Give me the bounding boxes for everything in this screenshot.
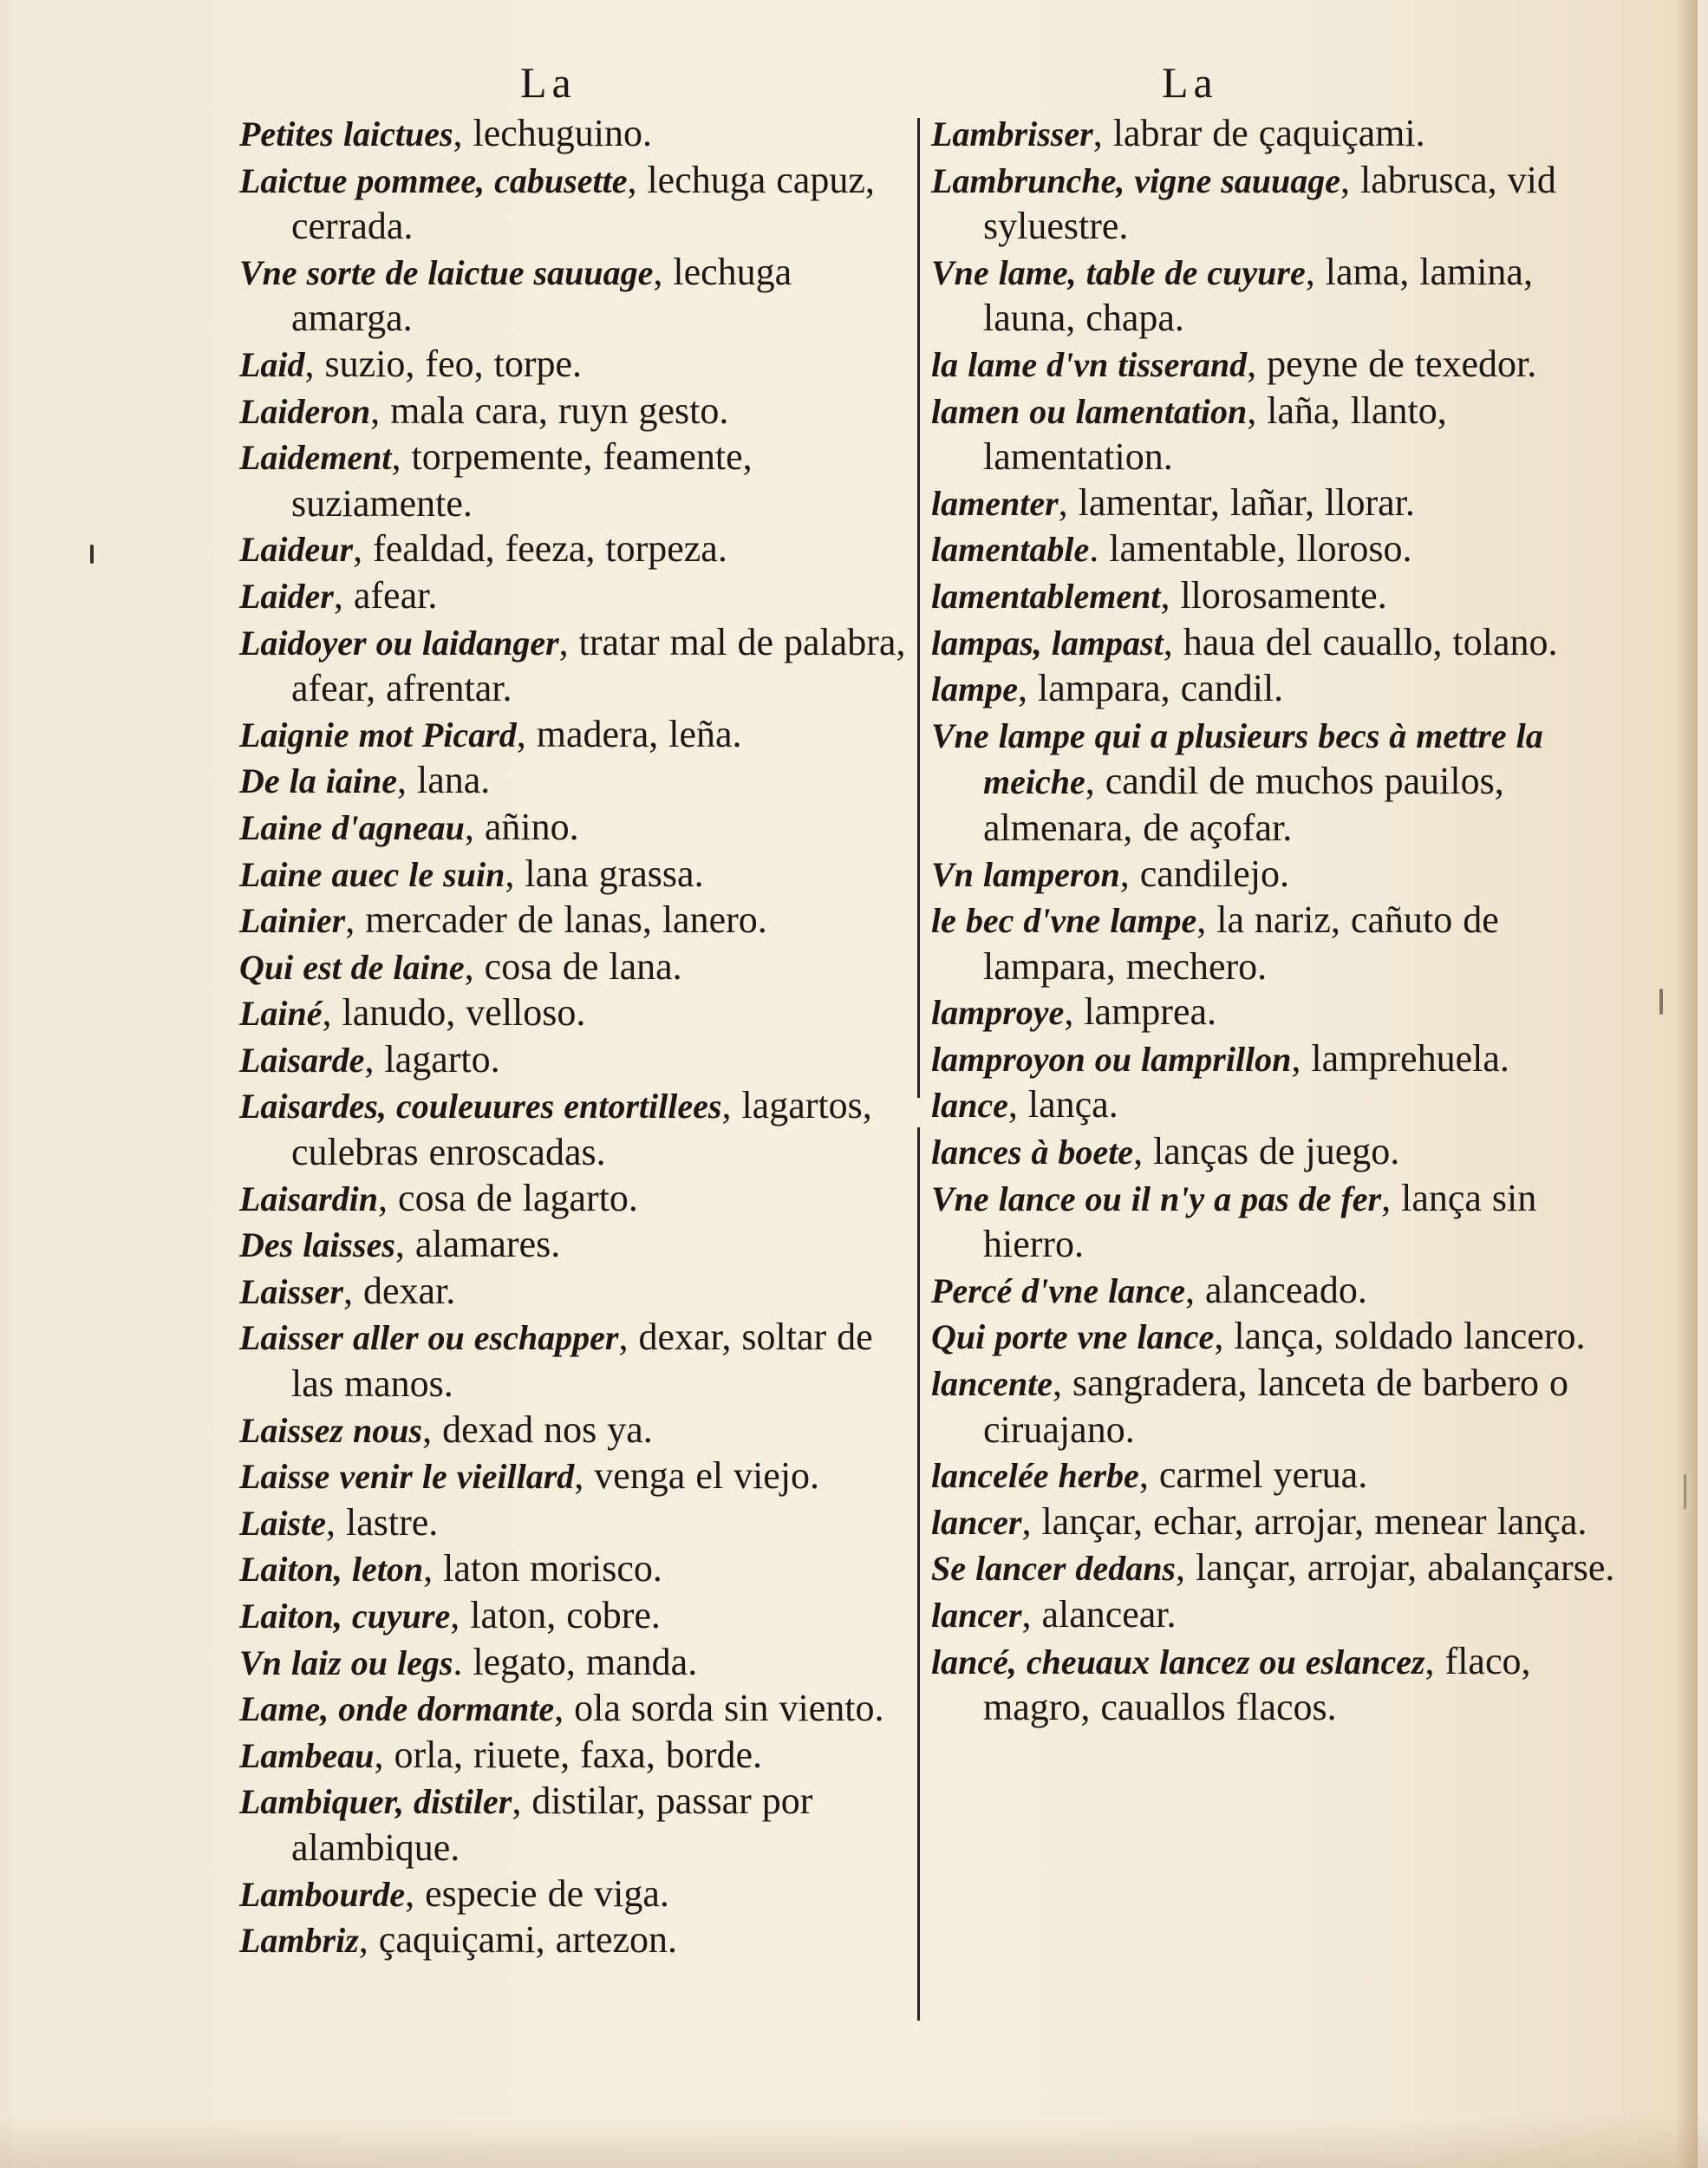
- entry-translation: , lastre.: [325, 1500, 439, 1544]
- entry-headword: Vne lance ou il n'y a pas de fer: [931, 1179, 1382, 1218]
- entry-translation: , alanceado.: [1185, 1268, 1367, 1311]
- entry-translation: , lamprea.: [1064, 990, 1217, 1034]
- entry-translation: , llorosamente.: [1160, 573, 1387, 617]
- dictionary-entry: [239, 712, 916, 759]
- entry-headword: Lambriz: [239, 1921, 359, 1961]
- dictionary-entry: [239, 805, 916, 852]
- entry-headword: lancente: [931, 1364, 1053, 1404]
- dictionary-entry: [931, 1082, 1632, 1129]
- dictionary-entry: [239, 389, 916, 435]
- entry-headword: lancer: [931, 1596, 1022, 1635]
- dictionary-entry: [931, 1268, 1632, 1315]
- entry-translation: , lechuga amarga.: [291, 250, 792, 340]
- entry-translation: , mercader de lanas, lanero.: [345, 898, 767, 942]
- dictionary-entry: [931, 1545, 1632, 1592]
- dictionary-entry: [931, 1176, 1632, 1268]
- dictionary-entry: [239, 111, 916, 158]
- dictionary-entry: [239, 158, 916, 250]
- entry-translation: , candil de muchos pauilos, almenara, de açofar.: [983, 760, 1504, 849]
- entry-translation: , dexar.: [343, 1269, 456, 1312]
- entry-translation: , labrar de çaquiçami.: [1092, 112, 1425, 154]
- dictionary-entry: [239, 526, 916, 573]
- entry-headword: Des laisses: [239, 1225, 395, 1265]
- entry-headword: lancelée herbe: [931, 1456, 1139, 1496]
- entry-translation: , labrusca, vid syluestre.: [983, 158, 1556, 248]
- entry-translation: , suzio, feo, torpe.: [304, 342, 583, 385]
- dictionary-entry: [931, 389, 1632, 480]
- entry-translation: , laton morisco.: [423, 1547, 662, 1590]
- dictionary-entry: [931, 480, 1632, 527]
- entry-translation: , çaquiçami, artezon.: [358, 1918, 678, 1962]
- entry-headword: Vne lampe qui a plusieurs becs à mettre la meiche: [931, 715, 1543, 802]
- entry-headword: lampas, lampast: [931, 623, 1164, 663]
- entry-headword: Laissez nous: [239, 1410, 423, 1450]
- dictionary-entry: [931, 342, 1632, 389]
- entry-translation: , orla, riuete, faxa, borde.: [374, 1733, 763, 1776]
- entry-headword: Laidoyer ou laidanger: [239, 623, 559, 663]
- entry-translation: , flaco, magro, cauallos flacos.: [983, 1639, 1531, 1729]
- left-column: [239, 111, 916, 1964]
- entry-headword: lancer: [931, 1502, 1022, 1542]
- entry-translation: , lançar, arrojar, abalançarse.: [1176, 1546, 1615, 1590]
- column-divider-rule: [917, 118, 920, 1098]
- entry-headword: Laideur: [239, 530, 354, 570]
- entry-headword: Laiste: [239, 1503, 326, 1543]
- entry-translation: , lança.: [1007, 1083, 1118, 1126]
- entry-headword: Laiton, cuyure: [239, 1597, 451, 1636]
- entry-headword: Laisser: [239, 1271, 343, 1311]
- dictionary-entry: [931, 898, 1632, 989]
- entry-translation: , dexar, soltar de las manos.: [291, 1316, 873, 1406]
- entry-translation: , sangradera, lanceta de barbero o ciruajano.: [983, 1362, 1568, 1451]
- dictionary-entry: [239, 944, 916, 991]
- dictionary-entry: [239, 342, 916, 389]
- entry-translation: , ola sorda sin viento.: [554, 1687, 884, 1730]
- dictionary-entry: [239, 1686, 916, 1733]
- dictionary-entry: [931, 989, 1632, 1036]
- dictionary-entry: [239, 620, 916, 712]
- dictionary-entry: [931, 1314, 1632, 1361]
- entry-headword: Lainier: [239, 901, 346, 941]
- dictionary-entry: [239, 1176, 916, 1223]
- entry-translation: . legato, manda.: [453, 1640, 698, 1683]
- dictionary-entry: [239, 758, 916, 805]
- entry-headword: Percé d'vne lance: [931, 1270, 1185, 1310]
- dictionary-entry: [239, 250, 916, 342]
- entry-headword: Lambrisser: [931, 114, 1093, 153]
- entry-headword: Lambourde: [239, 1874, 406, 1914]
- dictionary-entry: [239, 434, 916, 526]
- entry-translation: , lama, lamina, launa, chapa.: [983, 250, 1533, 340]
- entry-translation: , madera, leña.: [516, 712, 742, 755]
- dictionary-entry: [239, 1779, 916, 1871]
- entry-headword: lamentablement: [931, 576, 1161, 616]
- dictionary-entry: [931, 620, 1632, 667]
- dictionary-entry: [239, 1083, 916, 1175]
- entry-translation: , lanudo, velloso.: [322, 991, 586, 1035]
- running-head-right: La: [1162, 58, 1218, 107]
- entry-headword: la lame d'vn tisserand: [931, 344, 1248, 384]
- entry-headword: Laine d'agneau: [239, 807, 465, 847]
- entry-translation: , lança sin hierro.: [983, 1176, 1537, 1266]
- page-bottom-shadow: [0, 2116, 1708, 2168]
- entry-headword: Laisardes, couleuures entortillees: [239, 1087, 722, 1126]
- entry-headword: Qui est de laine: [239, 947, 465, 987]
- entry-translation: , laton, cobre.: [450, 1594, 661, 1636]
- entry-headword: Petites laictues: [239, 114, 453, 153]
- entry-headword: Laidement: [239, 438, 392, 478]
- entry-headword: Laignie mot Picard: [239, 715, 517, 754]
- dictionary-entry: [239, 1546, 916, 1593]
- entry-headword: Lambeau: [239, 1735, 375, 1775]
- entry-translation: , especie de viga.: [405, 1871, 669, 1915]
- entry-translation: , alamares.: [394, 1223, 561, 1266]
- dictionary-entry: [239, 1453, 916, 1500]
- entry-translation: , lana grassa.: [505, 852, 704, 895]
- entry-headword: Laideron: [239, 391, 371, 431]
- entry-headword: lamentable: [931, 530, 1090, 570]
- entry-headword: Lame, onde dormante: [239, 1689, 555, 1729]
- entry-headword: Laisarde: [239, 1040, 365, 1080]
- ink-speck: [90, 545, 94, 564]
- entry-translation: , la nariz, cañuto de lampara, mechero.: [983, 898, 1499, 988]
- dictionary-entry: [239, 898, 916, 944]
- dictionary-entry: [931, 852, 1632, 898]
- entry-headword: Laine auec le suin: [239, 854, 505, 894]
- entry-headword: Laictue pommee, cabusette: [239, 160, 628, 200]
- dictionary-entry: [931, 158, 1632, 250]
- dictionary-entry: [239, 1222, 916, 1269]
- entry-translation: , venga el viejo.: [574, 1454, 820, 1498]
- entry-translation: , mala cara, ruyn gesto.: [370, 389, 729, 432]
- entry-headword: lancé, cheuaux lancez ou eslancez: [931, 1642, 1425, 1682]
- entry-headword: Laisser aller ou eschapper: [239, 1318, 619, 1358]
- entry-translation: , alancear.: [1021, 1593, 1177, 1636]
- entry-translation: , afear.: [333, 573, 438, 617]
- entry-headword: lampe: [931, 669, 1018, 709]
- dictionary-entry: [239, 1315, 916, 1407]
- entry-headword: lances à boete: [931, 1133, 1134, 1172]
- dictionary-entry: [239, 1037, 916, 1084]
- dictionary-entry: [931, 1036, 1632, 1083]
- entry-headword: Laisse venir le vieillard: [239, 1457, 575, 1497]
- dictionary-entry: [239, 1500, 916, 1547]
- entry-translation: . lamentable, lloroso.: [1089, 527, 1412, 571]
- dictionary-entry: [931, 1499, 1632, 1546]
- dictionary-entry: [239, 1917, 916, 1964]
- entry-headword: De la iaine: [239, 761, 397, 801]
- entry-headword: Laider: [239, 576, 334, 616]
- entry-translation: , lampara, candil.: [1017, 667, 1284, 710]
- entry-headword: Lambiquer, distiler: [239, 1782, 512, 1822]
- entry-translation: , lamentar, lañar, llorar.: [1058, 480, 1415, 524]
- entry-translation: , tratar mal de palabra, afear, afrentar.: [291, 620, 906, 710]
- dictionary-entry: [239, 1593, 916, 1640]
- entry-translation: , torpemente, feamente, suziamente.: [291, 435, 753, 525]
- entry-headword: Vne lame, table de cuyure: [931, 252, 1306, 292]
- entry-translation: , lagarto.: [364, 1037, 500, 1081]
- dictionary-entry: [931, 713, 1632, 852]
- dictionary-entry: [931, 111, 1632, 158]
- dictionary-entry: [931, 526, 1632, 573]
- dictionary-entry: [931, 1129, 1632, 1176]
- entry-translation: , cosa de lagarto.: [378, 1176, 638, 1219]
- book-page: [10, 0, 1698, 2168]
- entry-headword: Se lancer dedans: [931, 1549, 1176, 1589]
- entry-translation: , peyne de texedor.: [1247, 342, 1537, 385]
- entry-translation: , cosa de lana.: [464, 944, 682, 988]
- dictionary-entry: [931, 1361, 1632, 1453]
- column-divider-rule: [917, 1127, 920, 2021]
- entry-headword: Vne sorte de laictue sauuage: [239, 252, 654, 292]
- entry-headword: Qui porte vne lance: [931, 1317, 1215, 1357]
- dictionary-entry: [931, 250, 1632, 342]
- entry-headword: Lambrunche, vigne sauuage: [931, 160, 1341, 200]
- entry-translation: , lagartos, culebras enroscadas.: [291, 1084, 872, 1174]
- dictionary-entry: [931, 573, 1632, 620]
- entry-translation: , lança, soldado lancero.: [1214, 1315, 1586, 1358]
- entry-translation: , añino.: [464, 805, 579, 848]
- entry-translation: , lechuga capuz, cerrada.: [291, 158, 875, 248]
- entry-translation: , lechuguino.: [453, 112, 653, 154]
- dictionary-entry: [931, 666, 1632, 713]
- dictionary-entry: [931, 1639, 1632, 1731]
- entry-headword: le bec d'vne lampe: [931, 901, 1197, 941]
- entry-translation: , lanças de juego.: [1133, 1130, 1400, 1173]
- entry-headword: Lainé: [239, 994, 323, 1034]
- page-edge-shadow: [1675, 0, 1698, 2168]
- dictionary-entry: [239, 1269, 916, 1316]
- entry-headword: Vn laiz ou legs: [239, 1642, 453, 1682]
- entry-translation: , carmel yerua.: [1138, 1453, 1368, 1497]
- entry-headword: lamen ou lamentation: [931, 391, 1248, 431]
- dictionary-entry: [239, 1871, 916, 1918]
- right-column: [931, 111, 1632, 1731]
- entry-translation: , distilar, passar por alambique.: [291, 1779, 813, 1869]
- entry-headword: lamproye: [931, 993, 1065, 1033]
- ink-speck: [1684, 1474, 1686, 1509]
- entry-headword: Laid: [239, 344, 305, 384]
- entry-headword: lamenter: [931, 483, 1059, 523]
- dictionary-entry: [239, 573, 916, 620]
- dictionary-entry: [931, 1453, 1632, 1499]
- dictionary-entry: [931, 1592, 1632, 1639]
- entry-translation: , lamprehuela.: [1291, 1036, 1509, 1080]
- entry-headword: Vn lamperon: [931, 854, 1120, 894]
- dictionary-entry: [239, 1640, 916, 1687]
- running-head-left: La: [520, 58, 577, 107]
- entry-headword: lamproyon ou lamprillon: [931, 1039, 1292, 1079]
- entry-translation: , laña, llanto, lamentation.: [983, 389, 1447, 479]
- dictionary-entry: [239, 1407, 916, 1454]
- entry-translation: , candilejo.: [1119, 852, 1289, 895]
- entry-translation: , lana.: [396, 759, 491, 802]
- dictionary-entry: [239, 852, 916, 898]
- dictionary-entry: [239, 1733, 916, 1779]
- entry-headword: lance: [931, 1086, 1008, 1126]
- entry-headword: Laiton, leton: [239, 1550, 424, 1590]
- entry-headword: Laisardin: [239, 1179, 379, 1218]
- dictionary-entry: [239, 990, 916, 1037]
- entry-translation: , lançar, echar, arrojar, menear lança.: [1021, 1499, 1587, 1543]
- ink-speck: [1659, 989, 1663, 1015]
- entry-translation: , fealdad, feeza, torpeza.: [353, 527, 727, 571]
- entry-translation: , dexad nos ya.: [422, 1407, 653, 1451]
- entry-translation: , haua del cauallo, tolano.: [1163, 620, 1558, 663]
